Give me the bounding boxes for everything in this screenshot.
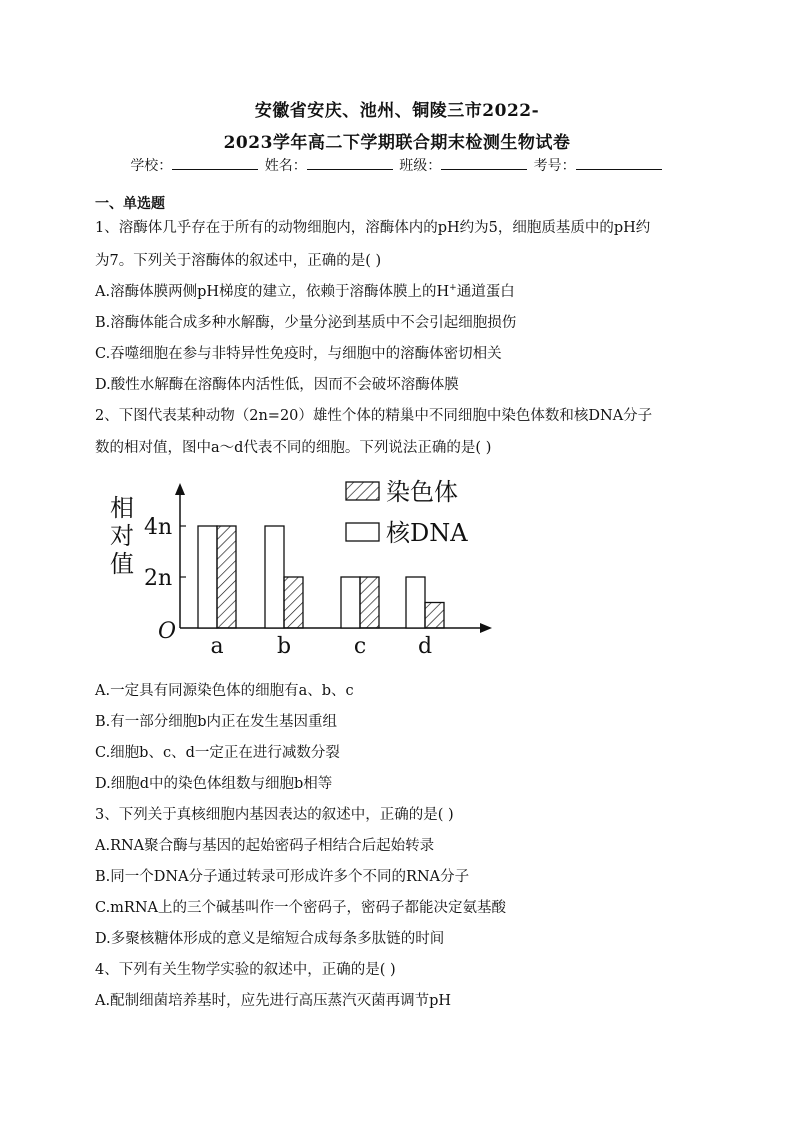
- y-axis-label-char: 相: [110, 494, 134, 522]
- legend-dna-swatch: [346, 523, 379, 541]
- q1-option-d: D.酸性水解酶在溶酶体内活性低，因而不会破坏溶酶体膜: [95, 377, 459, 393]
- bar-chart: [100, 478, 500, 663]
- legend-chromosome-swatch: [346, 482, 379, 500]
- bar-chromosome-d: [425, 603, 444, 629]
- x-tick-label: b: [276, 634, 292, 659]
- q3-option-b: B.同一个DNA分子通过转录可形成许多个不同的RNA分子: [95, 869, 470, 885]
- title-line-2: 2023学年高二下学期联合期末检测生物试卷: [223, 133, 571, 153]
- x-axis-arrow: [480, 623, 492, 633]
- q1-option-a-superscript: +: [449, 283, 457, 294]
- x-tick-label: c: [353, 634, 367, 659]
- number-label: 考号：: [533, 158, 576, 174]
- school-label: 学校：: [130, 158, 173, 174]
- section-title: 一、单选题: [95, 196, 165, 212]
- q1-stem-line-2: 为7。下列关于溶酶体的叙述中，正确的是( ): [95, 253, 382, 269]
- y-axis-label-char: 值: [110, 550, 134, 578]
- q2-stem-line-1: 2、下图代表某种动物（2n=20）雄性个体的精巢中不同细胞中染色体数和核DNA分子: [95, 408, 653, 424]
- name-label: 姓名：: [264, 158, 307, 174]
- y-axis-label-char: 对: [110, 522, 134, 550]
- q3-stem: 3、下列关于真核细胞内基因表达的叙述中，正确的是( ): [95, 807, 454, 823]
- q2-option-c: C.细胞b、c、d一定正在进行减数分裂: [95, 745, 340, 761]
- q1-option-c: C.吞噬细胞在参与非特异性免疫时，与细胞中的溶酶体密切相关: [95, 346, 502, 362]
- class-blank[interactable]: [441, 157, 527, 170]
- q1-option-a: [95, 280, 515, 301]
- name-blank[interactable]: [307, 157, 393, 170]
- bar-dna-c: [341, 577, 360, 628]
- school-blank[interactable]: [172, 157, 258, 170]
- q2-option-d: D.细胞d中的染色体组数与细胞b相等: [95, 776, 333, 792]
- y-tick-label: 2n: [144, 566, 173, 591]
- q1-option-b: B.溶酶体能合成多种水解酶，少量分泌到基质中不会引起细胞损伤: [95, 315, 517, 331]
- student-info-line: [0, 155, 794, 175]
- q2-option-a: A.一定具有同源染色体的细胞有a、b、c: [95, 683, 354, 699]
- q4-option-a: A.配制细菌培养基时，应先进行高压蒸汽灭菌再调节pH: [95, 993, 452, 1009]
- y-axis-arrow: [175, 483, 185, 495]
- q2-option-b: B.有一部分细胞b内正在发生基因重组: [95, 714, 338, 730]
- bar-dna-d: [406, 577, 425, 628]
- class-label: 班级：: [399, 158, 442, 174]
- q3-option-d: D.多聚核糖体形成的意义是缩短合成每条多肽链的时间: [95, 931, 445, 947]
- q4-stem: 4、下列有关生物学实验的叙述中，正确的是( ): [95, 962, 396, 978]
- q1-stem-line-1: 1、溶酶体几乎存在于所有的动物细胞内，溶酶体内的pH约为5，细胞质基质中的pH约: [95, 220, 651, 236]
- bar-chromosome-b: [284, 577, 303, 628]
- x-tick-label: d: [417, 634, 433, 659]
- x-tick-label: a: [210, 634, 224, 659]
- bar-chromosome-a: [217, 526, 236, 628]
- q1-option-a-tail: 通道蛋白: [456, 284, 515, 300]
- q3-option-a: A.RNA聚合酶与基因的起始密码子相结合后起始转录: [95, 838, 435, 854]
- y-tick-label: 4n: [144, 515, 173, 540]
- bar-chromosome-c: [360, 577, 379, 628]
- title-line-1: 安徽省安庆、池州、铜陵三市2022-: [254, 101, 540, 121]
- q3-option-c: C.mRNA上的三个碱基叫作一个密码子，密码子都能决定氨基酸: [95, 900, 507, 916]
- q1-option-a-text: A.溶酶体膜两侧pH梯度的建立，依赖于溶酶体膜上的H: [95, 284, 450, 300]
- number-blank[interactable]: [576, 157, 662, 170]
- bar-dna-a: [198, 526, 217, 628]
- origin-label: O: [158, 619, 177, 644]
- legend-dna-label: 核DNA: [386, 519, 468, 547]
- bar-dna-b: [265, 526, 284, 628]
- legend-chromosome-label: 染色体: [386, 478, 458, 506]
- q2-stem-line-2: 数的相对值，图中a～d代表不同的细胞。下列说法正确的是( ): [95, 440, 492, 456]
